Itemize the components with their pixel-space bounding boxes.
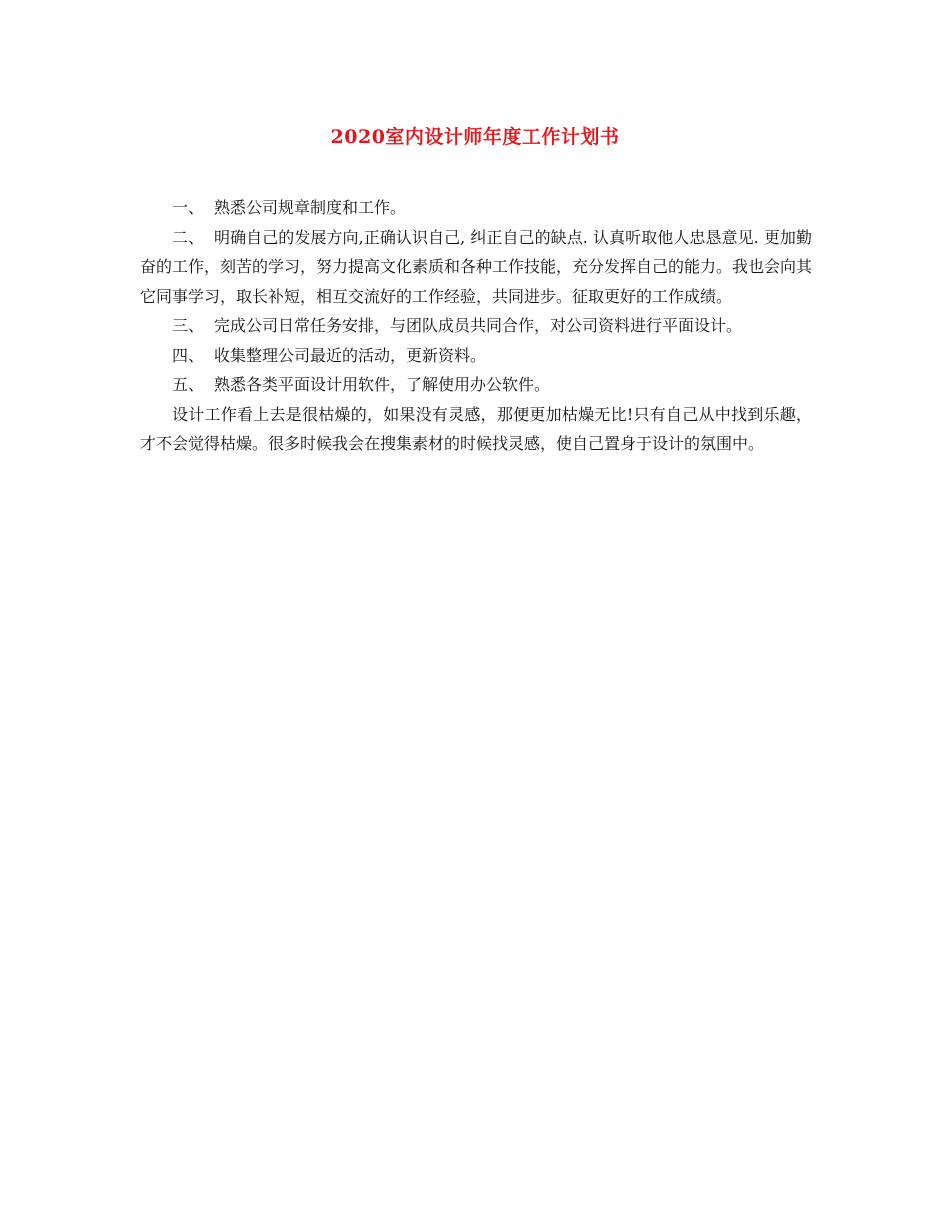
plan-item-2 <box>140 223 812 312</box>
document-body <box>140 193 812 459</box>
item-text: 熟悉各类平面设计用软件，了解使用办公软件。 <box>214 375 551 394</box>
item-number: 四、 <box>172 345 205 365</box>
plan-item-4 <box>140 341 812 371</box>
item-number: 五、 <box>172 375 205 394</box>
item-text: 明确自己的发展方向,正确认识自己, 纠正自己的缺点. 认真听取他人忠恳意见. 更加勤奋的工作，刻苦的学习，努力提高文化素质和各种工作技能，充分发挥自己的能力。我也会向其它同事学习，取长补短，相互交流好的工作经验，共同进步。征取更好的工作成绩。 <box>140 227 813 306</box>
closing-paragraph: 设计工作看上去是很枯燥的，如果没有灵感，那便更加枯燥无比!只有自己从中找到乐趣，才不会觉得枯燥。很多时候我会在搜集素材的时候找灵感，使自己置身于设计的氛围中。 <box>140 404 812 453</box>
item-number: 三、 <box>172 316 205 335</box>
item-number: 一、 <box>172 198 205 217</box>
item-text: 完成公司日常任务安排，与团队成员共同合作，对公司资料进行平面设计。 <box>214 316 743 335</box>
plan-item-5 <box>140 370 812 400</box>
item-text: 收集整理公司最近的活动，更新资料。 <box>214 345 487 365</box>
document-title: 2020室内设计师年度工作计划书 <box>330 126 620 148</box>
item-text: 熟悉公司规章制度和工作。 <box>214 198 407 217</box>
plan-item-1 <box>140 193 812 223</box>
item-number: 二、 <box>172 227 205 247</box>
plan-item-3 <box>140 311 812 341</box>
